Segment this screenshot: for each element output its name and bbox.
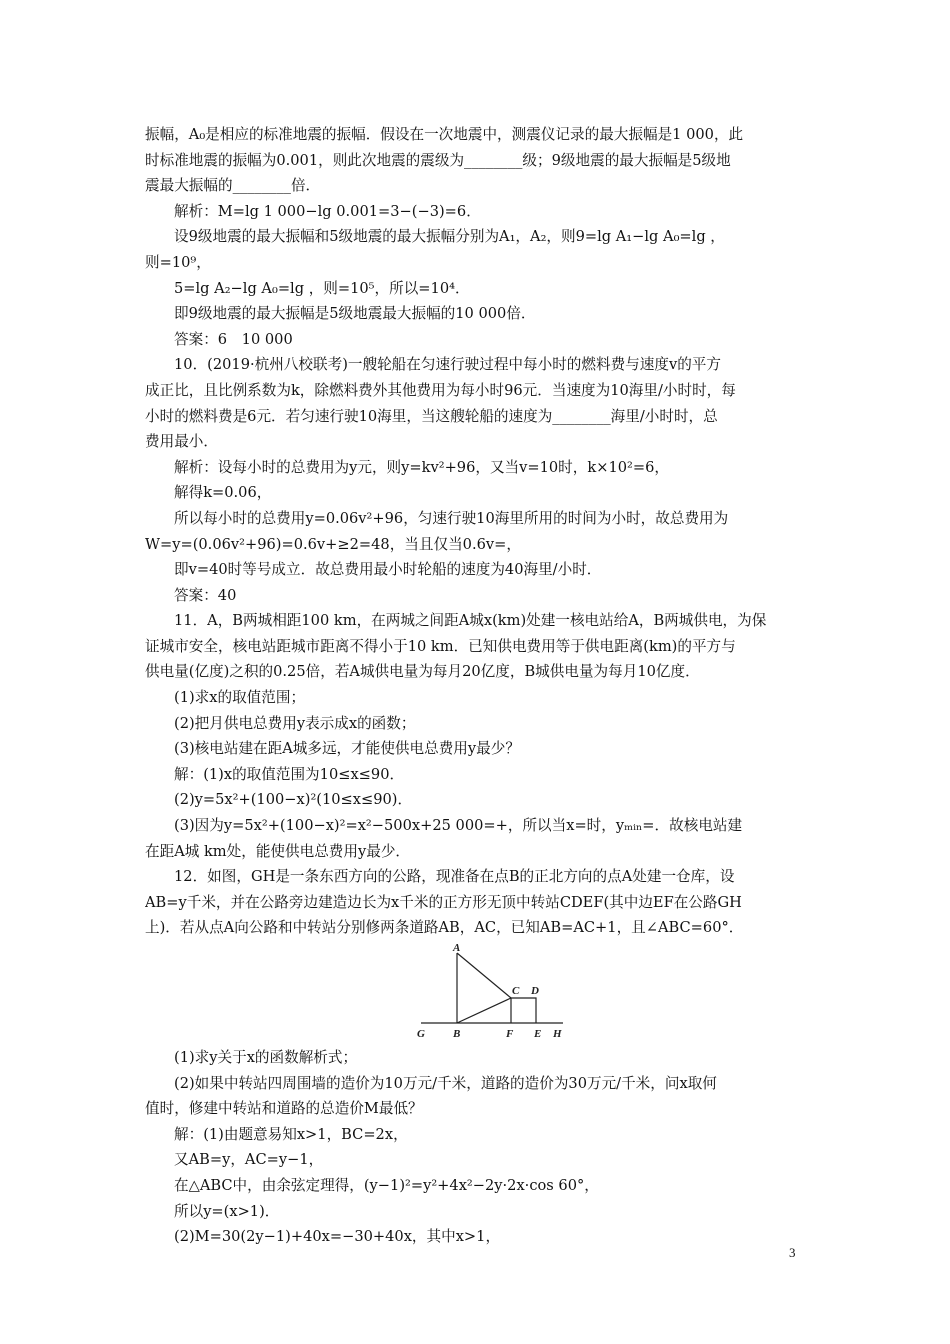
text-line: 上)．若从点A向公路和中转站分别修两条道路AB，AC，已知AB=AC+1，且∠ABC=60°．	[145, 919, 744, 937]
text-line: 11．A，B两城相距100 km，在两城之间距A城x(km)处建一核电站给A，B两城供电，为保	[174, 612, 767, 630]
text-line: 解得k=0.06，	[174, 484, 272, 502]
label-h: H	[553, 1028, 562, 1040]
text-line: (3)因为y=5x²+(100−x)²=x²−500x+25 000=+，所以当x=时，yₘᵢₙ=．故核电站建	[174, 817, 743, 835]
square-cdef	[511, 998, 536, 1023]
text-line: 在距A城 km处，能使供电总费用y最少．	[145, 842, 411, 860]
text-line: 小时的燃料费是6元．若匀速行驶10海里，当这艘轮船的速度为________海里/小时时，总	[145, 407, 718, 425]
text-line: 时标准地震的振幅为0.001，则此次地震的震级为________级；9级地震的最大振幅是5级地	[145, 151, 731, 169]
text-line: (1)求x的取值范围；	[174, 689, 306, 707]
segment-ac	[457, 953, 511, 998]
text-line: 即9级地震的最大振幅是5级地震最大振幅的10 000倍．	[174, 305, 536, 323]
label-a: A	[453, 942, 461, 954]
text-line: 解析：M=lg 1 000−lg 0.001=3−(−3)=6．	[174, 202, 481, 220]
geometry-figure	[145, 941, 810, 1045]
page-number: 3	[789, 1245, 796, 1260]
text-line: (2)把月供电总费用y表示成x的函数；	[174, 714, 416, 732]
text-line: (3)核电站建在距A城多远，才能使供电总费用y最少？	[174, 740, 520, 758]
label-e: E	[534, 1028, 542, 1040]
text-line: 答案：6 10 000	[174, 330, 293, 348]
label-f: F	[506, 1028, 514, 1040]
text-line: 10．(2019·杭州八校联考)一艘轮船在匀速行驶过程中每小时的燃料费与速度v的平方	[174, 356, 721, 374]
text-line: (2)M=30(2y−1)+40x=−30+40x，其中x>1，	[174, 1228, 501, 1246]
text-line: 解：(1)由题意易知x>1，BC=2x，	[174, 1125, 408, 1143]
text-line: 证城市安全，核电站距城市距离不得小于10 km．已知供电费用等于供电距离(km)的平方与	[145, 637, 736, 655]
text-line: 所以y=(x>1)．	[174, 1202, 280, 1220]
figure-svg	[417, 941, 567, 1045]
text-line: 5=lg A₂−lg A₀=lg ，则=10⁵，所以=10⁴．	[174, 279, 470, 297]
text-line: 解析：设每小时的总费用为y元，则y=kv²+96，又当v=10时，k×10²=6，	[174, 458, 669, 476]
text-line: (1)求y关于x的函数解析式；	[174, 1049, 358, 1066]
text-line: AB=y千米，并在公路旁边建造边长为x千米的正方形无顶中转站CDEF(其中边EF在公路GH	[145, 893, 742, 911]
text-line: (2)y=5x²+(100−x)²(10≤x≤90)．	[174, 791, 413, 809]
text-line: 则=10⁹，	[145, 253, 211, 271]
text-line: W=y=(0.06v²+96)=0.6v+≥2=48，当且仅当0.6v=，	[145, 535, 521, 553]
segment-bc	[457, 998, 511, 1023]
text-line: 震最大振幅的________倍．	[145, 177, 321, 195]
text-line: 又AB=y，AC=y−1，	[174, 1151, 324, 1169]
label-g: G	[417, 1028, 425, 1040]
text-line: 答案：40	[174, 586, 237, 604]
text-line: 解：(1)x的取值范围为10≤x≤90．	[174, 765, 405, 783]
text-line: (2)如果中转站四周围墙的造价为10万元/千米，道路的造价为30万元/千米，问x取何	[174, 1074, 717, 1092]
text-line: 值时，修建中转站和道路的总造价M最低？	[145, 1100, 423, 1118]
text-line: 设9级地震的最大振幅和5级地震的最大振幅分别为A₁，A₂，则9=lg A₁−lg A₀=lg ，	[174, 228, 725, 246]
text-block-bottom	[145, 1045, 810, 1250]
page-content	[145, 122, 810, 1250]
text-line: 12．如图，GH是一条东西方向的公路，现准备在点B的正北方向的点A处建一仓库，设	[174, 868, 735, 886]
text-line: 在△ABC中，由余弦定理得，(y−1)²=y²+4x²−2y·2x·cos 60°，	[174, 1176, 599, 1194]
label-c: C	[512, 985, 520, 997]
text-line: 费用最小．	[145, 433, 218, 451]
text-line: 所以每小时的总费用y=0.06v²+96，匀速行驶10海里所用的时间为小时，故总费用为	[174, 509, 729, 527]
label-d: D	[531, 985, 539, 997]
text-line: 供电量(亿度)之积的0.25倍，若A城供电量为每月20亿度，B城供电量为每月10亿度．	[145, 663, 700, 681]
text-line: 成正比，且比例系数为k，除燃料费外其他费用为每小时96元．当速度为10海里/小时时，每	[145, 381, 736, 399]
text-line: 即v=40时等号成立．故总费用最小时轮船的速度为40海里/小时．	[174, 561, 602, 579]
label-b: B	[453, 1028, 461, 1040]
text-line: 振幅，A₀是相应的标准地震的振幅．假设在一次地震中，测震仪记录的最大振幅是1 000，此	[145, 126, 744, 143]
text-block-top	[145, 122, 810, 941]
